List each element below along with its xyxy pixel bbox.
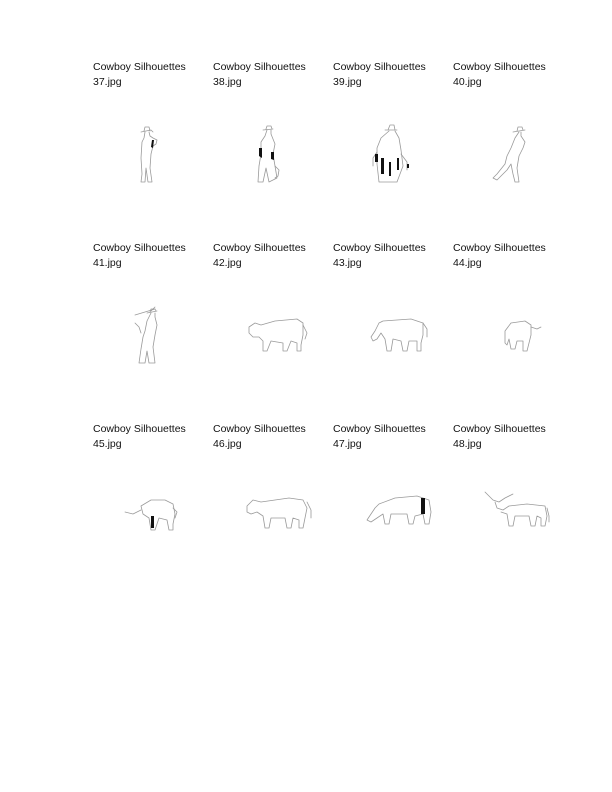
thumbnail-grid [93,60,573,603]
cow-standing-icon [231,480,325,566]
cowboy-standing-icon [111,118,205,204]
item-filename: 47.jpg [333,438,362,450]
thumbnail-item[interactable] [333,60,453,241]
cow-rear-icon [111,480,205,566]
item-filename: 38.jpg [213,76,242,88]
item-filename: 42.jpg [213,257,242,269]
cowboy-rifle-icon [111,299,205,385]
cowboy-chaps-icon [231,118,325,204]
cowboy-walking-icon [471,118,565,204]
cow-grazing-icon [351,299,445,385]
item-filename: 46.jpg [213,438,242,450]
item-title: Cowboy Silhouettes [453,242,546,254]
item-filename: 48.jpg [453,438,482,450]
cowboy-group-icon [351,118,445,204]
item-filename: 39.jpg [333,76,362,88]
calf-grazing-icon [471,299,565,385]
thumbnail-item[interactable] [213,422,333,603]
thumbnail-row [93,422,573,603]
cow-grazing-large-icon [351,480,445,566]
item-title: Cowboy Silhouettes [213,242,306,254]
item-filename: 45.jpg [93,438,122,450]
bull-standing-icon [231,299,325,385]
item-filename: 40.jpg [453,76,482,88]
item-title: Cowboy Silhouettes [213,423,306,435]
thumbnail-item[interactable] [453,241,573,422]
item-filename: 43.jpg [333,257,362,269]
item-title: Cowboy Silhouettes [453,61,546,73]
thumbnail-item[interactable] [93,422,213,603]
thumbnail-item[interactable] [93,60,213,241]
item-title: Cowboy Silhouettes [93,242,186,254]
item-title: Cowboy Silhouettes [453,423,546,435]
thumbnail-item[interactable] [333,422,453,603]
item-filename: 41.jpg [93,257,122,269]
thumbnail-row [93,241,573,422]
longhorn-icon [471,480,565,566]
item-title: Cowboy Silhouettes [93,423,186,435]
thumbnail-item[interactable] [93,241,213,422]
item-title: Cowboy Silhouettes [333,61,426,73]
item-title: Cowboy Silhouettes [93,61,186,73]
item-title: Cowboy Silhouettes [213,61,306,73]
item-filename: 44.jpg [453,257,482,269]
thumbnail-item[interactable] [333,241,453,422]
item-title: Cowboy Silhouettes [333,242,426,254]
thumbnail-item[interactable] [453,60,573,241]
thumbnail-item[interactable] [453,422,573,603]
item-filename: 37.jpg [93,76,122,88]
item-title: Cowboy Silhouettes [333,423,426,435]
thumbnail-row [93,60,573,241]
thumbnail-item[interactable] [213,60,333,241]
thumbnail-item[interactable] [213,241,333,422]
